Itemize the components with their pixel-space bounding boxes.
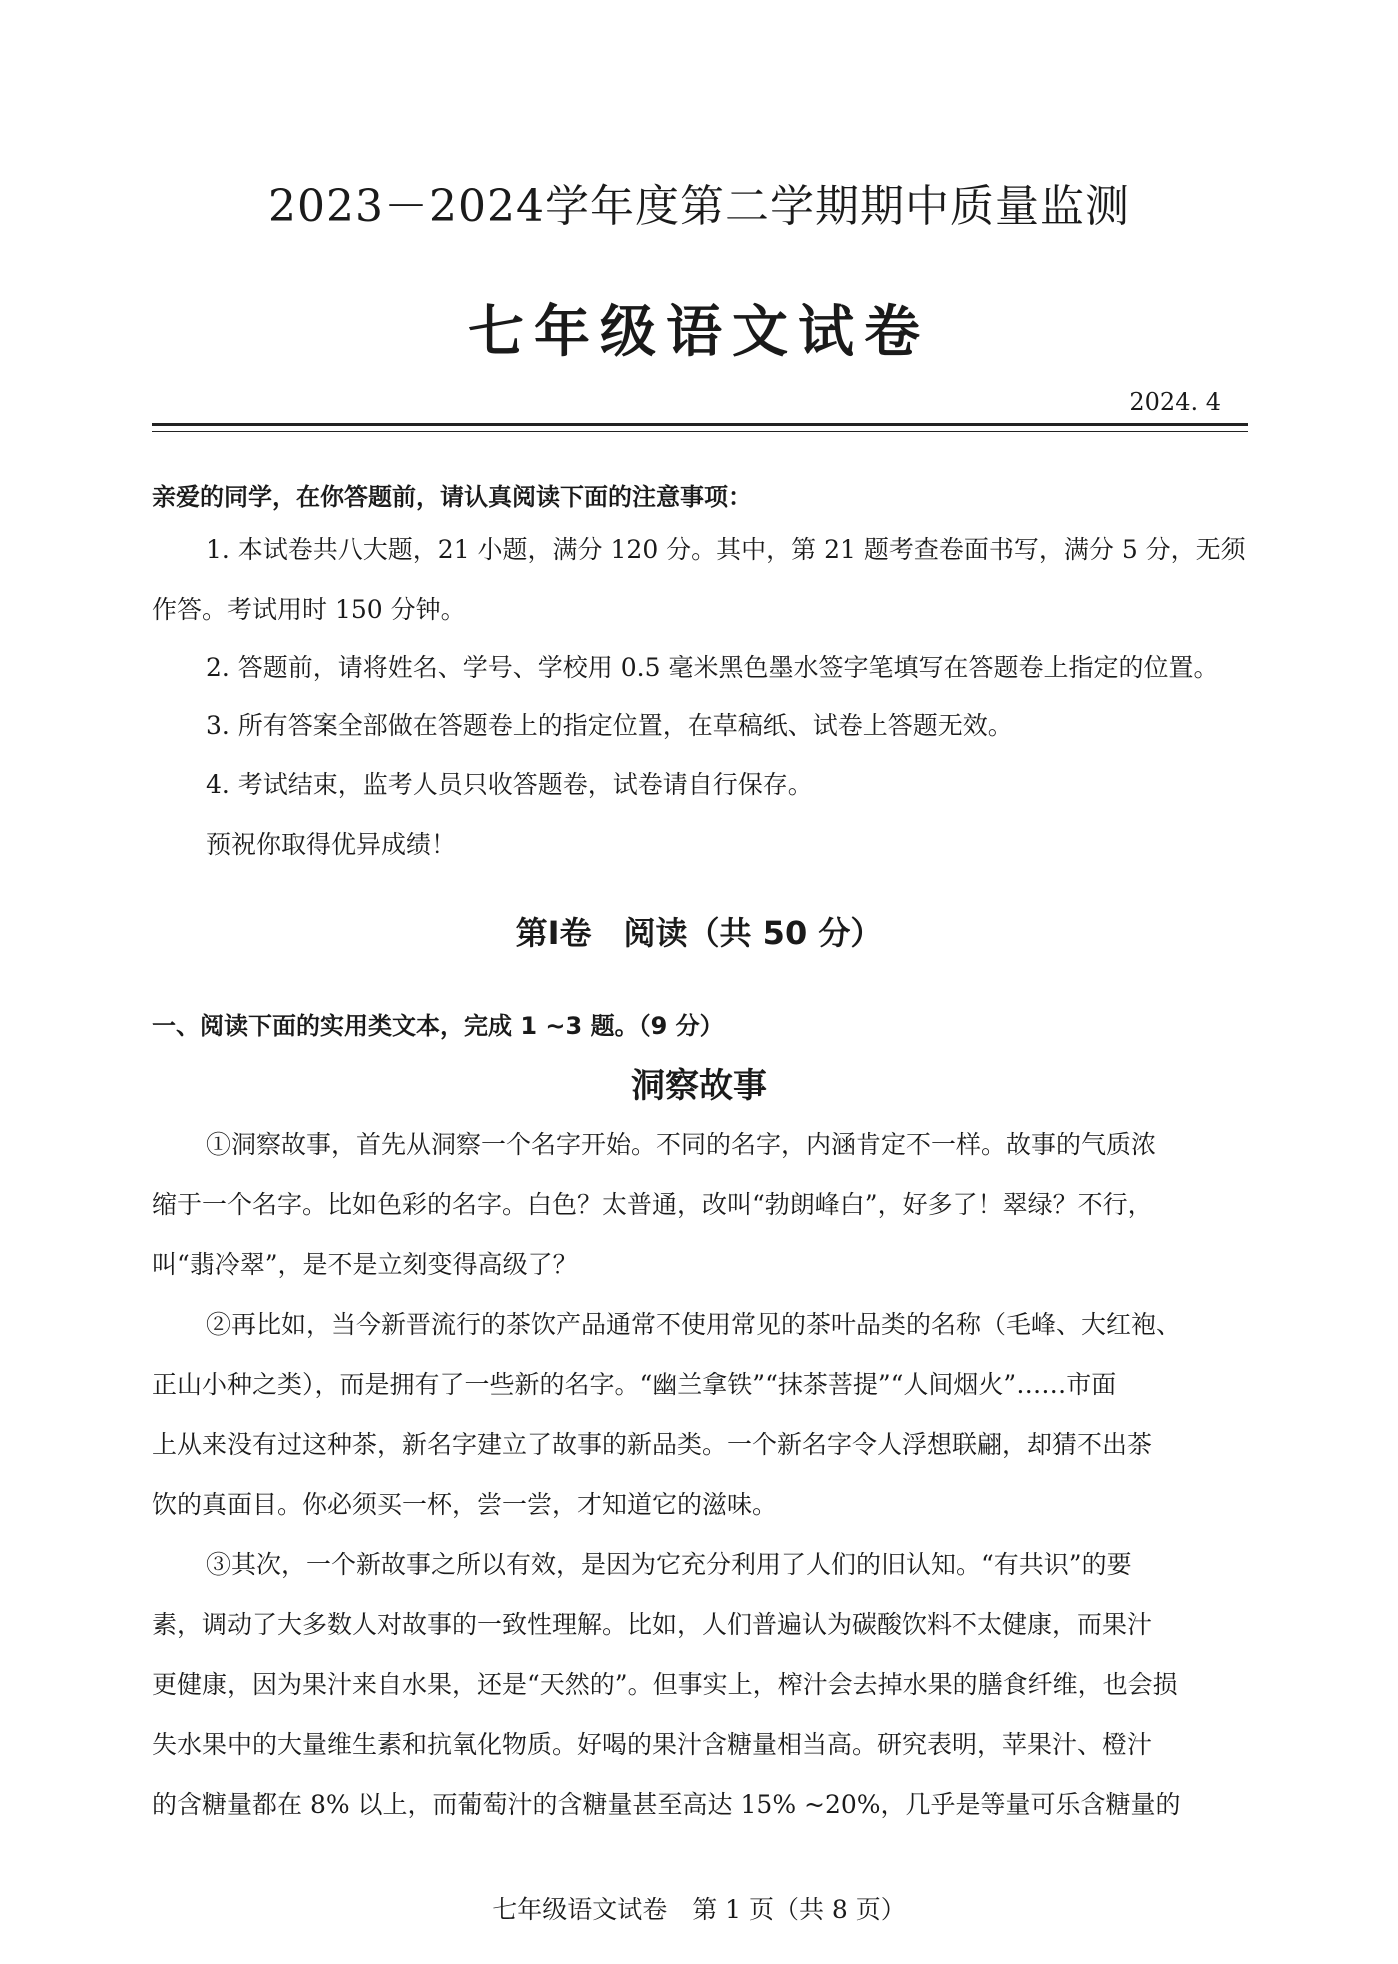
exam-header-title: 2023－2024学年度第二学期期中质量监测 bbox=[268, 181, 1130, 232]
article-p2-line-1: ②再比如，当今新晋流行的茶饮产品通常不使用常见的茶叶品类的名称（毛峰、大红袍、 bbox=[206, 1310, 1182, 1339]
article-p2-line-4: 饮的真面目。你必须买一杯，尝一尝，才知道它的滋味。 bbox=[152, 1490, 778, 1519]
notice-item-2: 2. 答题前，请将姓名、学号、学校用 0.5 毫米黑色墨水签字笔填写在答题卷上指定的位置。 bbox=[206, 653, 1219, 682]
exam-main-title: 七年级语文试卷 bbox=[468, 299, 930, 365]
exam-date: 2024. 4 bbox=[1129, 388, 1221, 416]
article-p3-line-2: 素，调动了大多数人对故事的一致性理解。比如，人们普遍认为碳酸饮料不太健康，而果汁 bbox=[152, 1610, 1153, 1639]
article-title: 洞察故事 bbox=[631, 1066, 767, 1106]
article-p3-line-4: 失水果中的大量维生素和抗氧化物质。好喝的果汁含糖量相当高。研究表明，苹果汁、橙汁 bbox=[152, 1730, 1153, 1759]
header-rule-thin bbox=[152, 431, 1248, 432]
article-p1-line-1: ①洞察故事，首先从洞察一个名字开始。不同的名字，内涵肯定不一样。故事的气质浓 bbox=[206, 1130, 1157, 1159]
header-rule-thick bbox=[152, 423, 1248, 426]
section-title: 第Ⅰ卷 阅读（共 50 分） bbox=[515, 914, 883, 952]
notice-item-4: 4. 考试结束，监考人员只收答题卷，试卷请自行保存。 bbox=[206, 770, 813, 799]
article-p1-line-2: 缩于一个名字。比如色彩的名字。白色？太普通，改叫“勃朗峰白”，好多了！翠绿？不行， bbox=[152, 1190, 1153, 1219]
article-p3-line-1: ③其次，一个新故事之所以有效，是因为它充分利用了人们的旧认知。“有共识”的要 bbox=[206, 1550, 1132, 1579]
question-head: 一、阅读下面的实用类文本，完成 1 ~3 题。（9 分） bbox=[152, 1012, 724, 1040]
article-p1-line-3: 叫“翡冷翠”，是不是立刻变得高级了？ bbox=[152, 1250, 578, 1279]
notice-wish: 预祝你取得优异成绩！ bbox=[206, 830, 457, 859]
notice-item-1-line-2: 作答。考试用时 150 分钟。 bbox=[152, 595, 466, 624]
article-p3-line-5: 的含糖量都在 8% 以上，而葡萄汁的含糖量甚至高达 15% ~20%，几乎是等量可乐含糖量的 bbox=[152, 1790, 1181, 1819]
article-p2-line-2: 正山小种之类），而是拥有了一些新的名字。“幽兰拿铁”“抹茶菩提”“人间烟火”……市面 bbox=[152, 1370, 1117, 1399]
notice-lead: 亲爱的同学，在你答题前，请认真阅读下面的注意事项： bbox=[152, 483, 752, 511]
page-footer: 七年级语文试卷 第 1 页（共 8 页） bbox=[492, 1895, 906, 1924]
article-p3-line-3: 更健康，因为果汁来自水果，还是“天然的”。但事实上，榨汁会去掉水果的膳食纤维，也会损 bbox=[152, 1670, 1178, 1699]
article-p2-line-3: 上从来没有过这种茶，新名字建立了故事的新品类。一个新名字令人浮想联翩，却猜不出茶 bbox=[152, 1430, 1153, 1459]
notice-item-3: 3. 所有答案全部做在答题卷上的指定位置，在草稿纸、试卷上答题无效。 bbox=[206, 711, 1013, 740]
notice-item-1-line-1: 1. 本试卷共八大题，21 小题，满分 120 分。其中，第 21 题考查卷面书写，满分 5 分，无须 bbox=[206, 535, 1246, 564]
